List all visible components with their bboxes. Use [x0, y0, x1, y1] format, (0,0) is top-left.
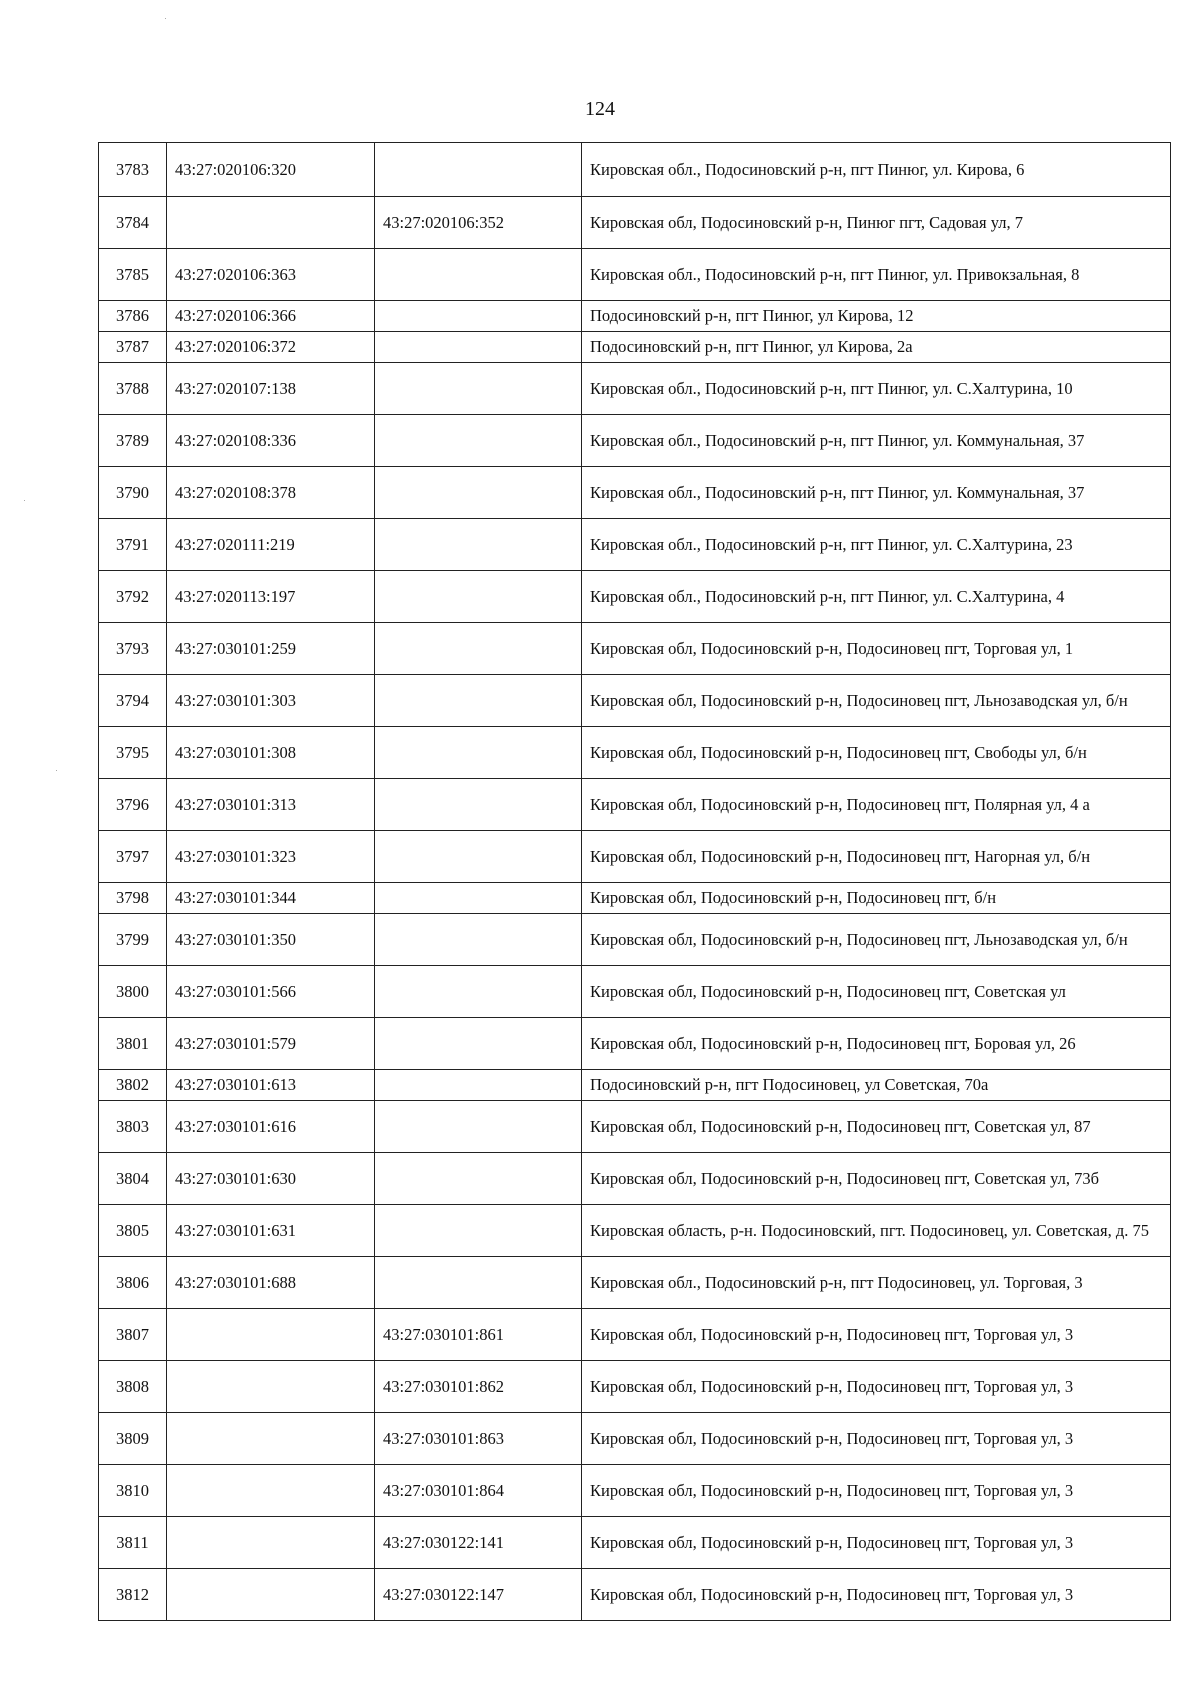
row-number-cell: 3808 [99, 1361, 167, 1413]
registry-table-body [99, 143, 1171, 1621]
cadastral-number-alt-cell [375, 415, 582, 467]
table-row [99, 1413, 1171, 1465]
cadastral-number-cell: 43:27:030101:579 [167, 1018, 375, 1070]
cadastral-number-alt-cell [375, 467, 582, 519]
cadastral-number-alt-cell [375, 1018, 582, 1070]
row-number-cell: 3810 [99, 1465, 167, 1517]
cadastral-number-cell: 43:27:020108:378 [167, 467, 375, 519]
table-row [99, 831, 1171, 883]
address-cell: Кировская обл., Подосиновский р-н, пгт Подосиновец, ул. Торговая, 3 [582, 1257, 1171, 1309]
address-cell: Кировская обл, Подосиновский р-н, Подосиновец пгт, Нагорная ул, б/н [582, 831, 1171, 883]
table-row [99, 883, 1171, 914]
row-number-cell: 3783 [99, 143, 167, 197]
table-row [99, 1569, 1171, 1621]
table-row [99, 727, 1171, 779]
cadastral-number-cell: 43:27:020113:197 [167, 571, 375, 623]
scan-speck [24, 500, 25, 501]
scan-speck [56, 770, 57, 771]
cadastral-number-cell: 43:27:020106:366 [167, 301, 375, 332]
table-row [99, 675, 1171, 727]
cadastral-number-alt-cell [375, 623, 582, 675]
cadastral-number-alt-cell: 43:27:030101:863 [375, 1413, 582, 1465]
cadastral-number-alt-cell [375, 519, 582, 571]
cadastral-number-alt-cell: 43:27:030122:147 [375, 1569, 582, 1621]
cadastral-number-cell: 43:27:030101:308 [167, 727, 375, 779]
table-row [99, 1309, 1171, 1361]
row-number-cell: 3792 [99, 571, 167, 623]
address-cell: Кировская обл, Подосиновский р-н, Подосиновец пгт, Торговая ул, 3 [582, 1517, 1171, 1569]
cadastral-number-cell: 43:27:020106:372 [167, 332, 375, 363]
cadastral-number-cell [167, 1517, 375, 1569]
cadastral-number-cell: 43:27:030101:344 [167, 883, 375, 914]
row-number-cell: 3786 [99, 301, 167, 332]
address-cell: Кировская обл, Подосиновский р-н, Подосиновец пгт, Боровая ул, 26 [582, 1018, 1171, 1070]
address-cell: Кировская обл, Подосиновский р-н, Подосиновец пгт, Торговая ул, 3 [582, 1309, 1171, 1361]
row-number-cell: 3784 [99, 197, 167, 249]
address-cell: Кировская обл, Подосиновский р-н, Подосиновец пгт, Торговая ул, 3 [582, 1361, 1171, 1413]
page-number: 124 [585, 98, 615, 120]
cadastral-number-alt-cell [375, 1153, 582, 1205]
cadastral-number-alt-cell [375, 675, 582, 727]
table-row [99, 1153, 1171, 1205]
address-cell: Кировская обл, Подосиновский р-н, Подосиновец пгт, Льнозаводская ул, б/н [582, 675, 1171, 727]
cadastral-number-alt-cell: 43:27:030101:861 [375, 1309, 582, 1361]
address-cell: Кировская область, р-н. Подосиновский, пгт. Подосиновец, ул. Советская, д. 75 [582, 1205, 1171, 1257]
table-row [99, 1205, 1171, 1257]
scan-speck [165, 18, 166, 19]
table-row [99, 1361, 1171, 1413]
address-cell: Подосиновский р-н, пгт Подосиновец, ул Советская, 70а [582, 1070, 1171, 1101]
row-number-cell: 3812 [99, 1569, 167, 1621]
table-row [99, 571, 1171, 623]
table-row [99, 197, 1171, 249]
address-cell: Кировская обл, Подосиновский р-н, Пинюг пгт, Садовая ул, 7 [582, 197, 1171, 249]
cadastral-number-cell [167, 1413, 375, 1465]
cadastral-number-alt-cell [375, 249, 582, 301]
cadastral-number-alt-cell [375, 1070, 582, 1101]
row-number-cell: 3785 [99, 249, 167, 301]
cadastral-number-alt-cell: 43:27:020106:352 [375, 197, 582, 249]
cadastral-number-cell: 43:27:030101:630 [167, 1153, 375, 1205]
cadastral-number-alt-cell [375, 831, 582, 883]
cadastral-number-cell [167, 197, 375, 249]
cadastral-number-cell: 43:27:020111:219 [167, 519, 375, 571]
cadastral-number-alt-cell [375, 914, 582, 966]
cadastral-number-alt-cell [375, 363, 582, 415]
row-number-cell: 3803 [99, 1101, 167, 1153]
cadastral-number-cell [167, 1569, 375, 1621]
cadastral-number-alt-cell [375, 301, 582, 332]
address-cell: Кировская обл., Подосиновский р-н, пгт Пинюг, ул. Коммунальная, 37 [582, 415, 1171, 467]
table-row [99, 966, 1171, 1018]
row-number-cell: 3788 [99, 363, 167, 415]
row-number-cell: 3794 [99, 675, 167, 727]
address-cell: Кировская обл, Подосиновский р-н, Подосиновец пгт, Торговая ул, 1 [582, 623, 1171, 675]
table-row [99, 249, 1171, 301]
cadastral-number-cell: 43:27:030101:566 [167, 966, 375, 1018]
address-cell: Кировская обл, Подосиновский р-н, Подосиновец пгт, Советская ул [582, 966, 1171, 1018]
address-cell: Кировская обл., Подосиновский р-н, пгт Пинюг, ул. Коммунальная, 37 [582, 467, 1171, 519]
table-row [99, 363, 1171, 415]
cadastral-number-cell: 43:27:020106:363 [167, 249, 375, 301]
table-row [99, 1257, 1171, 1309]
cadastral-number-alt-cell [375, 571, 582, 623]
address-cell: Кировская обл., Подосиновский р-н, пгт Пинюг, ул. С.Халтурина, 23 [582, 519, 1171, 571]
cadastral-number-cell: 43:27:030101:616 [167, 1101, 375, 1153]
row-number-cell: 3804 [99, 1153, 167, 1205]
table-row [99, 1465, 1171, 1517]
cadastral-number-alt-cell [375, 966, 582, 1018]
cadastral-number-alt-cell: 43:27:030101:862 [375, 1361, 582, 1413]
table-row [99, 467, 1171, 519]
table-row [99, 143, 1171, 197]
address-cell: Кировская обл, Подосиновский р-н, Подосиновец пгт, Торговая ул, 3 [582, 1465, 1171, 1517]
address-cell: Кировская обл, Подосиновский р-н, Подосиновец пгт, Полярная ул, 4 а [582, 779, 1171, 831]
address-cell: Кировская обл., Подосиновский р-н, пгт Пинюг, ул. Кирова, 6 [582, 143, 1171, 197]
cadastral-number-cell: 43:27:020107:138 [167, 363, 375, 415]
cadastral-number-cell: 43:27:030101:613 [167, 1070, 375, 1101]
row-number-cell: 3802 [99, 1070, 167, 1101]
cadastral-number-alt-cell [375, 1205, 582, 1257]
row-number-cell: 3798 [99, 883, 167, 914]
cadastral-number-cell: 43:27:020106:320 [167, 143, 375, 197]
cadastral-number-cell: 43:27:030101:303 [167, 675, 375, 727]
address-cell: Кировская обл, Подосиновский р-н, Подосиновец пгт, Советская ул, 73б [582, 1153, 1171, 1205]
row-number-cell: 3801 [99, 1018, 167, 1070]
address-cell: Подосиновский р-н, пгт Пинюг, ул Кирова, 2а [582, 332, 1171, 363]
row-number-cell: 3790 [99, 467, 167, 519]
address-cell: Кировская обл, Подосиновский р-н, Подосиновец пгт, Свободы ул, б/н [582, 727, 1171, 779]
row-number-cell: 3805 [99, 1205, 167, 1257]
cadastral-number-cell: 43:27:030101:350 [167, 914, 375, 966]
address-cell: Кировская обл, Подосиновский р-н, Подосиновец пгт, Льнозаводская ул, б/н [582, 914, 1171, 966]
table-row [99, 519, 1171, 571]
row-number-cell: 3806 [99, 1257, 167, 1309]
cadastral-number-cell: 43:27:030101:259 [167, 623, 375, 675]
address-cell: Кировская обл, Подосиновский р-н, Подосиновец пгт, б/н [582, 883, 1171, 914]
table-row [99, 1018, 1171, 1070]
cadastral-number-cell: 43:27:020108:336 [167, 415, 375, 467]
cadastral-number-cell [167, 1465, 375, 1517]
row-number-cell: 3809 [99, 1413, 167, 1465]
table-row [99, 332, 1171, 363]
address-cell: Кировская обл., Подосиновский р-н, пгт Пинюг, ул. Привокзальная, 8 [582, 249, 1171, 301]
cadastral-number-cell: 43:27:030101:631 [167, 1205, 375, 1257]
cadastral-number-cell: 43:27:030101:323 [167, 831, 375, 883]
address-cell: Кировская обл, Подосиновский р-н, Подосиновец пгт, Торговая ул, 3 [582, 1569, 1171, 1621]
cadastral-number-cell: 43:27:030101:688 [167, 1257, 375, 1309]
cadastral-number-cell [167, 1361, 375, 1413]
row-number-cell: 3795 [99, 727, 167, 779]
cadastral-number-alt-cell: 43:27:030101:864 [375, 1465, 582, 1517]
cadastral-number-alt-cell [375, 883, 582, 914]
cadastral-number-alt-cell [375, 143, 582, 197]
registry-table [98, 142, 1171, 1621]
row-number-cell: 3799 [99, 914, 167, 966]
address-cell: Кировская обл., Подосиновский р-н, пгт Пинюг, ул. С.Халтурина, 4 [582, 571, 1171, 623]
table-row [99, 779, 1171, 831]
table-row [99, 1517, 1171, 1569]
cadastral-number-alt-cell: 43:27:030122:141 [375, 1517, 582, 1569]
address-cell: Подосиновский р-н, пгт Пинюг, ул Кирова, 12 [582, 301, 1171, 332]
address-cell: Кировская обл, Подосиновский р-н, Подосиновец пгт, Торговая ул, 3 [582, 1413, 1171, 1465]
row-number-cell: 3807 [99, 1309, 167, 1361]
cadastral-number-cell: 43:27:030101:313 [167, 779, 375, 831]
table-row [99, 623, 1171, 675]
table-row [99, 415, 1171, 467]
table-row [99, 301, 1171, 332]
cadastral-number-cell [167, 1309, 375, 1361]
table-row [99, 1070, 1171, 1101]
row-number-cell: 3793 [99, 623, 167, 675]
cadastral-number-alt-cell [375, 1101, 582, 1153]
cadastral-number-alt-cell [375, 1257, 582, 1309]
row-number-cell: 3789 [99, 415, 167, 467]
table-row [99, 1101, 1171, 1153]
cadastral-number-alt-cell [375, 332, 582, 363]
row-number-cell: 3800 [99, 966, 167, 1018]
row-number-cell: 3811 [99, 1517, 167, 1569]
row-number-cell: 3791 [99, 519, 167, 571]
row-number-cell: 3787 [99, 332, 167, 363]
row-number-cell: 3796 [99, 779, 167, 831]
cadastral-number-alt-cell [375, 727, 582, 779]
row-number-cell: 3797 [99, 831, 167, 883]
address-cell: Кировская обл., Подосиновский р-н, пгт Пинюг, ул. С.Халтурина, 10 [582, 363, 1171, 415]
table-row [99, 914, 1171, 966]
cadastral-number-alt-cell [375, 779, 582, 831]
address-cell: Кировская обл, Подосиновский р-н, Подосиновец пгт, Советская ул, 87 [582, 1101, 1171, 1153]
